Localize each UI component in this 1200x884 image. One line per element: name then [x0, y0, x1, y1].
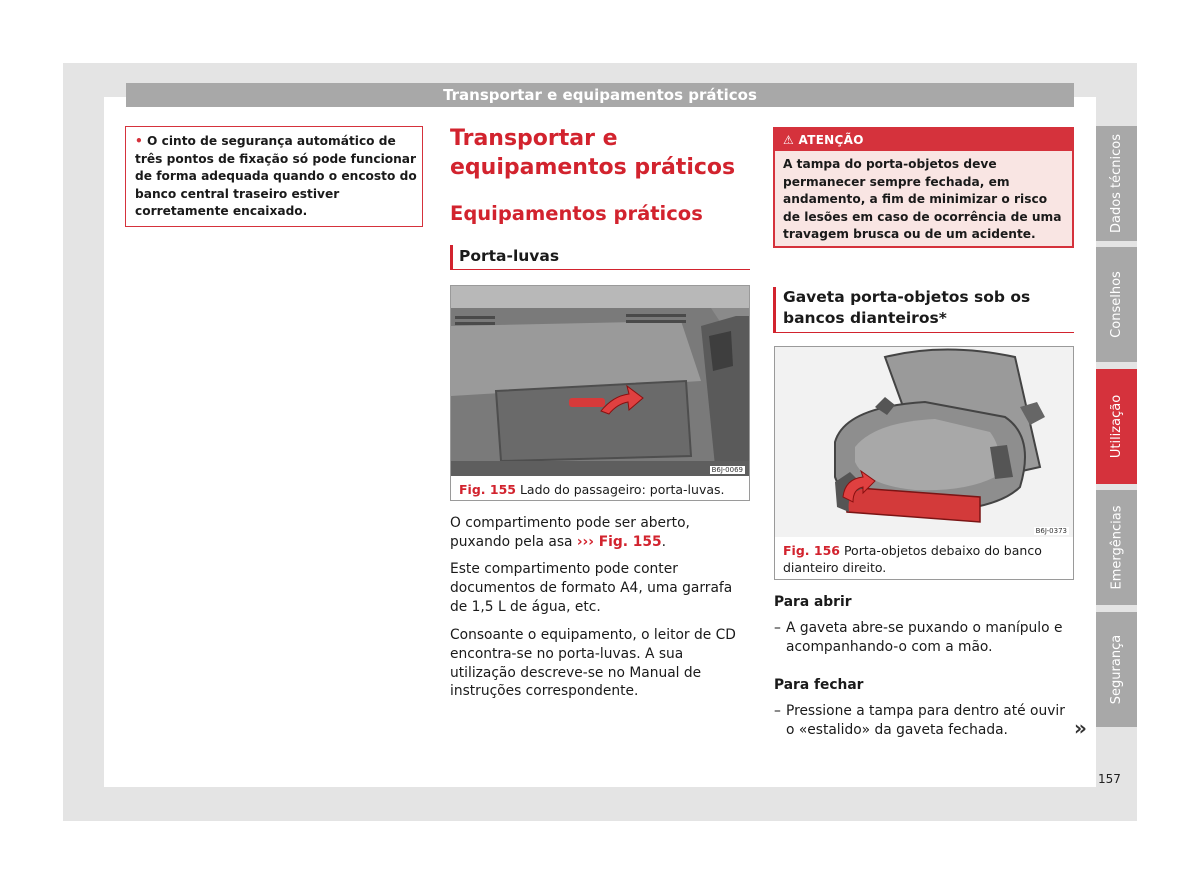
subsection-heading-gaveta: Gaveta porta-objetos sob os bancos dianteiros* [773, 287, 1074, 333]
tab-label: Conselhos [1109, 271, 1124, 338]
figure-155-number: Fig. 155 [459, 482, 516, 497]
warning-box [773, 127, 1074, 248]
seat-drawer-illustration [775, 347, 1073, 537]
open-instruction-text: A gaveta abre-se puxando o manípulo e acompanhando-o com a mão. [786, 620, 1063, 655]
page-title: Transportar e equipamentos práticos [450, 126, 736, 180]
figure-156-code: B6J-0373 [1035, 527, 1067, 535]
tab-label: Dados técnicos [1109, 133, 1124, 234]
warning-header [775, 129, 1072, 151]
close-instruction-text: Pressione a tampa para dentro até ouvir o «estalido» da gaveta fechada. [786, 703, 1065, 738]
figure-156-number: Fig. 156 [783, 543, 840, 558]
open-dash: – [774, 620, 781, 636]
continue-marker: » [1074, 716, 1087, 740]
tab-seguranca[interactable] [1096, 612, 1137, 727]
subsection-heading-porta-luvas: Porta-luvas [450, 245, 750, 270]
figure-155-caption-text: Lado do passageiro: porta-luvas. [519, 482, 725, 497]
note-bullet: • [135, 134, 143, 148]
figure-156-caption [783, 542, 1067, 576]
tab-label: Emergências [1109, 505, 1125, 590]
figure-155-code: B6J-0069 [711, 466, 743, 474]
warning-label: ATENÇÃO [798, 133, 864, 147]
paragraph-open-text: O compartimento pode ser aberto, puxando pela asa [450, 515, 690, 550]
note-text: O cinto de segurança automático de três pontos de fixação só pode funcionar de forma adequada quando o encosto do banco central traseiro estiver corretamente encaixado. [135, 134, 417, 218]
open-instruction [774, 619, 1074, 657]
glovebox-illustration [451, 286, 749, 476]
tab-emergencias[interactable] [1096, 490, 1137, 605]
tab-label: Segurança [1109, 634, 1124, 705]
open-heading: Para abrir [774, 594, 852, 610]
section-title: Equipamentos práticos [450, 202, 703, 225]
close-heading: Para fechar [774, 677, 864, 693]
warning-text: A tampa do porta-objetos deve permanecer sempre fechada, em andamento, a fim de minimizar o risco de lesões em caso de ocorrência de uma travagem brusca ou de um acidente. [783, 157, 1062, 241]
close-dash: – [774, 703, 781, 719]
figure-156 [774, 346, 1074, 580]
paragraph-open-end: . [661, 533, 666, 550]
figure-156-caption-text: Porta-objetos debaixo do banco dianteiro direito. [783, 543, 1042, 575]
tab-utilizacao[interactable] [1096, 369, 1137, 484]
close-instruction [774, 702, 1074, 740]
tab-dados-tecnicos[interactable] [1096, 126, 1137, 241]
tab-label: Utilização [1109, 394, 1124, 459]
figure-155-image [451, 286, 749, 476]
warning-triangle-icon: ⚠ [783, 133, 795, 147]
tab-conselhos[interactable] [1096, 247, 1137, 362]
figure-156-image [775, 347, 1073, 537]
page-number: 157 [1098, 772, 1121, 786]
left-note-box [125, 126, 423, 227]
figure-155 [450, 285, 750, 501]
running-header: Transportar e equipamentos práticos [126, 83, 1074, 107]
figure-155-link[interactable]: ››› Fig. 155 [576, 533, 662, 550]
paragraph-cd-player: Consoante o equipamento, o leitor de CD encontra-se no porta-luvas. A sua utilização descreve-se no Manual de instruções correspondente. [450, 627, 736, 700]
paragraph-open-glovebox [450, 514, 750, 552]
paragraph-contents: Este compartimento pode conter documentos de formato A4, uma garrafa de 1,5 L de água, etc. [450, 561, 733, 615]
figure-155-caption [459, 481, 725, 498]
